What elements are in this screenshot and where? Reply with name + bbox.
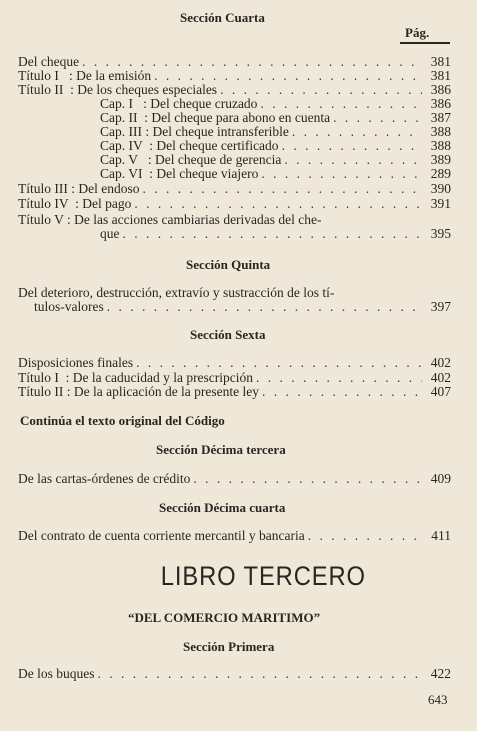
toc-entry-page: 388 [430, 124, 451, 139]
toc-entry-label: Del deterioro, destrucción, extravío y sustracción de los tí- [18, 285, 335, 300]
toc-entry-label-cont: que [100, 226, 120, 241]
leader-dots [220, 83, 422, 97]
book-subtitle: “DEL COMERCIO MARITIMO” [128, 610, 321, 625]
toc-entry [18, 83, 451, 97]
leader-dots [260, 97, 422, 111]
section-heading-sexta: Sección Sexta [190, 327, 266, 342]
toc-entry [18, 472, 451, 486]
toc-entry-label: De las cartas-órdenes de crédito [18, 471, 191, 486]
leader-dots [134, 197, 422, 211]
toc-entry [34, 300, 451, 314]
toc-entry-page: 411 [431, 528, 451, 543]
toc-entry-page: 386 [430, 96, 451, 111]
leader-dots [123, 227, 423, 241]
toc-entry-label: Cap. I : Del cheque cruzado [100, 96, 258, 111]
toc-entry-page: 289 [430, 166, 451, 181]
toc-entry [18, 69, 451, 83]
toc-entry-page: 386 [430, 82, 451, 97]
leader-dots [333, 111, 422, 125]
toc-entry-label: Título I : De la emisión [18, 68, 152, 83]
header-rule [400, 42, 450, 44]
leader-dots [142, 182, 422, 196]
toc-entry-label: Del cheque [18, 54, 80, 69]
toc-entry [100, 153, 451, 167]
toc-entry-label: Título I : De la caducidad y la prescripción [18, 370, 254, 385]
toc-entry-label: Cap. IV : Del cheque certificado [100, 138, 279, 153]
toc-entry-label: Cap. VI : Del cheque viajero [100, 166, 259, 181]
leader-dots [193, 472, 422, 486]
leader-dots [262, 385, 422, 399]
toc-entry [100, 227, 451, 241]
leader-dots [107, 300, 422, 314]
toc-entry-label: Título V : De las acciones cambiarias derivadas del che- [18, 212, 322, 227]
toc-entry [100, 139, 451, 153]
page-number: 643 [428, 692, 448, 707]
section-heading-primera: Sección Primera [183, 639, 275, 654]
toc-entry [18, 385, 451, 399]
toc-entry [100, 97, 451, 111]
leader-dots [284, 153, 422, 167]
toc-entry [18, 197, 451, 211]
leader-dots [256, 371, 422, 385]
toc-entry-label: Disposiciones finales [18, 355, 134, 370]
toc-entry-label: Título II : De la aplicación de la presente ley [18, 384, 260, 399]
toc-entry [100, 111, 451, 125]
toc-entry-label-cont: tulos-valores [34, 299, 104, 314]
leader-dots [136, 356, 422, 370]
toc-entry [18, 371, 451, 385]
toc-entry [18, 529, 451, 543]
leader-dots [98, 667, 423, 681]
toc-entry-page: 422 [430, 666, 451, 681]
toc-entry [18, 182, 451, 196]
leader-dots [154, 69, 422, 83]
toc-entry-label: Del contrato de cuenta corriente mercantil y bancaria [18, 528, 305, 543]
leader-dots [282, 139, 422, 153]
toc-entry [18, 356, 451, 370]
leader-dots [292, 125, 422, 139]
toc-entry-page: 402 [430, 355, 451, 370]
toc-entry-label: Título III : Del endoso [18, 181, 140, 196]
toc-entry-page: 388 [430, 138, 451, 153]
toc-entry [18, 667, 451, 681]
toc-entry-label: Título II : De los cheques especiales [18, 82, 218, 97]
toc-entry [18, 55, 451, 69]
toc-entry-page: 402 [430, 370, 451, 385]
continua-heading: Continúa el texto original del Código [20, 413, 225, 428]
toc-entry-page: 381 [430, 68, 451, 83]
toc-entry-page: 390 [430, 181, 451, 196]
section-heading-decima-tercera: Sección Décima tercera [156, 442, 286, 457]
toc-entry-label: Cap. V : Del cheque de gerencia [100, 152, 282, 167]
toc-entry-page: 397 [430, 299, 451, 314]
toc-entry-label: Cap. II : Del cheque para abono en cuenta [100, 110, 331, 125]
page-column-label: Pág. [405, 25, 430, 40]
section-heading-quinta: Sección Quinta [186, 257, 271, 272]
section-heading-decima-cuarta: Sección Décima cuarta [159, 500, 286, 515]
toc-entry-page: 409 [430, 471, 451, 486]
toc-entry [100, 125, 451, 139]
toc-entry-label: Título IV : Del pago [18, 196, 132, 211]
toc-entry-label: Cap. III : Del cheque intransferible [100, 124, 289, 139]
leader-dots [82, 55, 422, 69]
book-title: LIBRO TERCERO [160, 561, 366, 591]
toc-entry-page: 381 [430, 54, 451, 69]
toc-entry-page: 395 [430, 226, 451, 241]
leader-dots [308, 529, 422, 543]
toc-entry-page: 389 [430, 152, 451, 167]
leader-dots [261, 167, 422, 181]
toc-entry [100, 167, 451, 181]
toc-entry-page: 391 [430, 196, 451, 211]
toc-entry-label: De los buques [18, 666, 95, 681]
section-heading-cuarta: Sección Cuarta [180, 10, 265, 25]
toc-entry-page: 407 [430, 384, 451, 399]
toc-entry-page: 387 [430, 110, 451, 125]
